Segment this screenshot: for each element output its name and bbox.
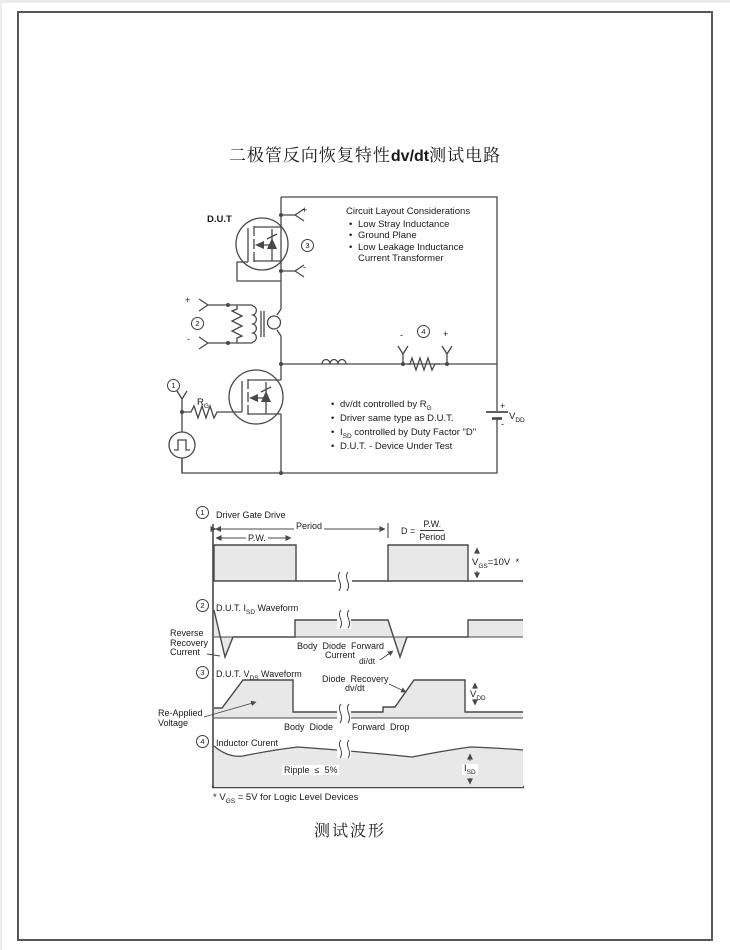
pulse-generator <box>169 432 195 458</box>
waveform-footnote: * $V_{GS} = 5V$ for Logic Level Devices <box>213 792 359 805</box>
waveform-marker-3: 3 <box>196 666 209 679</box>
w2-reverse-recovery-label: Reverse Recovery Current <box>170 628 209 657</box>
w1-pulse-2 <box>388 545 468 581</box>
waveforms-caption: 测试波形 <box>313 823 386 840</box>
w3-recovery-arrow <box>389 684 406 692</box>
circuit-notes-list <box>330 398 476 454</box>
waveform-marker-1: 1 <box>196 506 209 519</box>
w2-title: D.U.T. $I_{SD}$ Waveform <box>216 603 299 616</box>
burden-resistor <box>232 305 242 343</box>
body-diode <box>267 238 277 249</box>
transformer-secondary-loop <box>268 316 281 329</box>
w1-vgs-label: $V_{GS}=10V$ * <box>472 557 520 570</box>
battery-plus-sign: + <box>500 401 506 411</box>
title-zh-left: 二极管反向恢复特性 <box>228 146 391 165</box>
mosfet-arrow <box>255 241 264 249</box>
title-en: dv/dt <box>390 148 430 165</box>
w4-isd-label: $I_{SD}$ <box>464 763 476 776</box>
inductor <box>322 360 346 364</box>
dut-gate-loop <box>237 262 281 281</box>
w3-diode-recovery-label: Diode Recovery <box>322 674 389 684</box>
w3-reapplied-label: Re-Applied Voltage <box>158 708 203 728</box>
w2-didt-label: di/dt <box>359 656 376 666</box>
w1-title: Driver Gate Drive <box>216 510 286 520</box>
w2-body-diode-label-2: Current <box>325 650 356 660</box>
w2-didt-arrow <box>380 651 393 660</box>
list-item: • dv/dt controlled by $R_G$ <box>340 398 476 412</box>
circuit-marker-2: 2 <box>191 317 204 330</box>
w2-body-diode-label: Body Diode Forward <box>297 641 385 651</box>
w3-forward-drop-label: Forward Drop <box>352 722 410 732</box>
current-transformer <box>199 299 264 349</box>
list-item: • Low Leakage Inductance Current Transformer <box>358 242 486 265</box>
pulse-glyph <box>174 440 190 450</box>
waveform-marker-2: 2 <box>196 599 209 612</box>
circuit-marker-1: 1 <box>167 379 180 392</box>
gate-resistor-label: $R_G$ <box>197 397 209 410</box>
resistor-probe-plus <box>442 346 452 364</box>
w3-vdd-label: $V_{DD}$ <box>470 689 486 702</box>
driver-mosfet-symbol <box>229 370 283 424</box>
w1-duty-formula: D = $\frac{P.W.}{\text{Period}}$ <box>401 519 446 542</box>
w3-title: D.U.T. $V_{DS}$ Waveform <box>216 669 302 682</box>
waveform-marker-4: 4 <box>196 735 209 748</box>
w1-pw-label: P.W. <box>248 533 266 543</box>
resistor-probe-plus-sign: + <box>443 329 449 339</box>
list-item: • $I_{SD}$ controlled by Duty Factor "D" <box>340 426 476 440</box>
circuit-marker-4: 4 <box>417 325 430 338</box>
w3-dvdt-label: dv/dt <box>345 683 365 693</box>
w1-period-label: Period <box>296 521 323 531</box>
circuit-marker-3: 3 <box>301 239 314 252</box>
vdd-supply-label: $V_{DD}$ <box>509 411 525 424</box>
resistor-probe-minus-sign: - <box>400 330 403 340</box>
transformer-coil <box>252 305 256 343</box>
xfmr-minus-sign: - <box>187 334 190 344</box>
layout-considerations <box>340 206 490 265</box>
source-probe-terminal <box>281 265 304 277</box>
drain-probe-plus-sign: + <box>302 205 308 215</box>
list-item: • Low Stray Inductance <box>358 219 486 231</box>
w1-pulse-1 <box>214 545 296 581</box>
dut-label: D.U.T <box>207 214 232 225</box>
w4-title: Inductor Curent <box>216 738 279 748</box>
list-item: • Ground Plane <box>358 230 486 242</box>
transformer-core <box>261 311 264 337</box>
drain-probe-terminal <box>281 209 304 221</box>
layout-considerations-list <box>340 219 486 265</box>
w4-ripple-label: Ripple ≤ 5% <box>284 765 338 775</box>
title-zh-right: 测试电路 <box>429 146 502 165</box>
circuit-notes <box>330 398 476 454</box>
list-item: • D.U.T. - Device Under Test <box>340 440 476 454</box>
list-item: • Driver same type as D.U.T. <box>340 412 476 426</box>
layout-considerations-heading: Circuit Layout Considerations <box>346 206 471 217</box>
gate-resistor <box>182 406 242 418</box>
w3-body-diode-label: Body Diode <box>284 722 334 732</box>
xfmr-plus-sign: + <box>185 295 191 305</box>
battery-minus-sign: - <box>501 419 504 429</box>
source-probe-minus-sign: - <box>303 262 306 272</box>
resistor-probe-minus <box>398 346 408 364</box>
